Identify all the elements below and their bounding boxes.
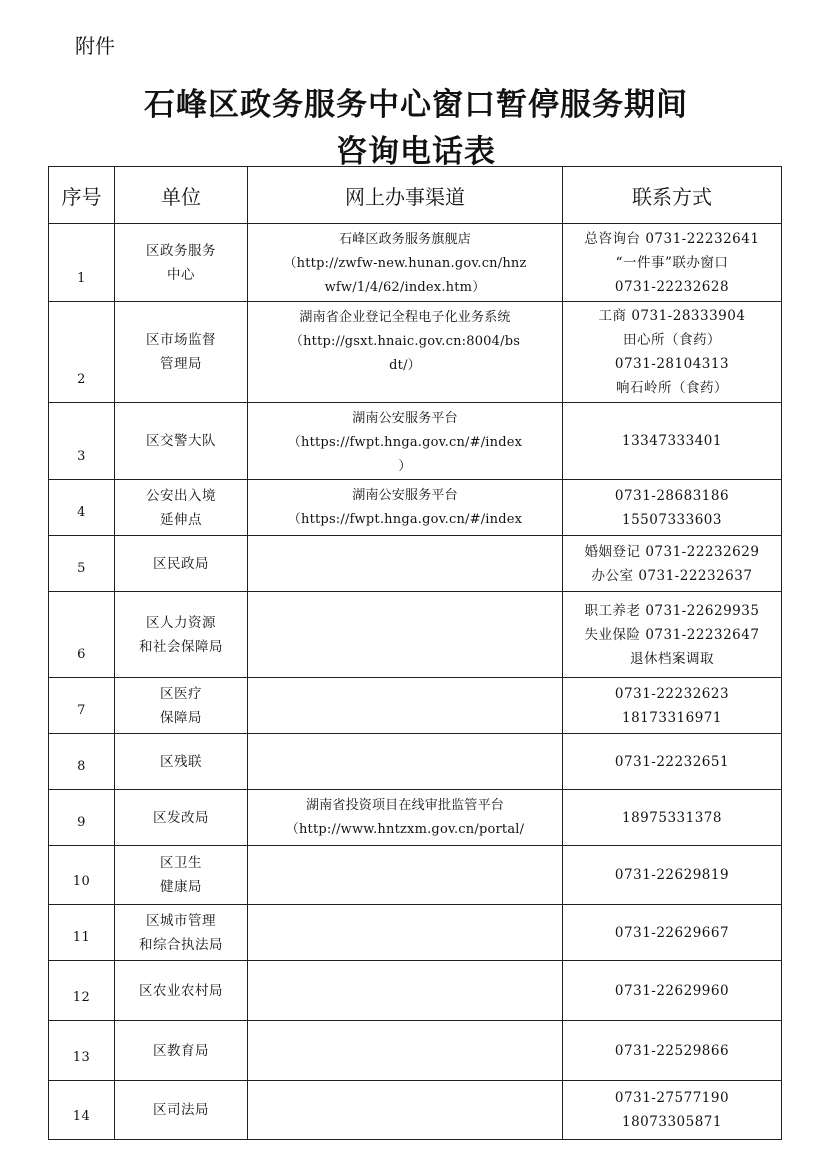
cell-unit-line: 区人力资源 bbox=[146, 614, 216, 631]
cell-contact bbox=[563, 905, 782, 961]
cell-contact-line: 18975331378 bbox=[622, 809, 722, 826]
cell-channel bbox=[248, 790, 563, 846]
cell-unit-line: 区民政局 bbox=[153, 555, 209, 572]
cell-contact bbox=[563, 536, 782, 592]
cell-unit-line: 保障局 bbox=[160, 709, 202, 726]
cell-unit bbox=[115, 734, 248, 790]
cell-channel bbox=[248, 480, 563, 536]
cell-channel bbox=[248, 1021, 563, 1081]
cell-contact bbox=[563, 302, 782, 403]
cell-contact bbox=[563, 790, 782, 846]
cell-contact-line: 退休档案调取 bbox=[630, 650, 714, 667]
table-row bbox=[49, 905, 782, 961]
cell-contact-line: 0731-22232623 bbox=[614, 685, 730, 702]
cell-contact-line: “一件事”联办窗口 bbox=[615, 254, 729, 271]
cell-unit-line: 区卫生 bbox=[160, 855, 202, 871]
cell-unit bbox=[115, 1021, 248, 1081]
cell-channel-line: （http://gsxt.hnaic.gov.cn:8004/bs bbox=[289, 334, 521, 349]
cell-contact-line: 18173316971 bbox=[622, 709, 722, 726]
cell-contact bbox=[563, 403, 782, 480]
cell-contact bbox=[563, 224, 782, 302]
cell-no: 3 bbox=[49, 403, 115, 480]
cell-channel bbox=[248, 734, 563, 790]
cell-contact bbox=[563, 480, 782, 536]
cell-unit-line: 区农业农村局 bbox=[139, 982, 223, 999]
cell-channel bbox=[248, 1081, 563, 1140]
cell-unit-line: 区发改局 bbox=[153, 809, 209, 826]
cell-unit-line: 延伸点 bbox=[160, 511, 202, 528]
cell-no: 4 bbox=[49, 480, 115, 536]
cell-unit-line: 区教育局 bbox=[153, 1042, 209, 1059]
cell-no: 8 bbox=[49, 734, 115, 790]
cell-contact bbox=[563, 734, 782, 790]
cell-channel bbox=[248, 961, 563, 1021]
cell-channel-line: ） bbox=[398, 459, 412, 474]
cell-no: 7 bbox=[49, 678, 115, 734]
cell-unit bbox=[115, 536, 248, 592]
cell-unit bbox=[115, 403, 248, 480]
cell-channel-line: 湖南公安服务平台 bbox=[352, 488, 458, 503]
cell-channel-line: 湖南公安服务平台 bbox=[352, 411, 458, 426]
cell-unit-line: 区残联 bbox=[160, 753, 202, 770]
cell-unit-line: 健康局 bbox=[160, 879, 202, 895]
attachment-label: 附件 bbox=[75, 34, 115, 58]
cell-contact-line: 15507333603 bbox=[622, 511, 722, 528]
cell-unit-line: 公安出入境 bbox=[146, 487, 216, 504]
cell-contact-line: 0731-22232628 bbox=[614, 278, 730, 295]
cell-unit-line: 区政务服务 bbox=[146, 242, 216, 259]
cell-contact-line: 0731-22629667 bbox=[614, 924, 730, 941]
cell-channel-line: （https://fwpt.hnga.gov.cn/#/index bbox=[287, 512, 523, 527]
cell-contact-line: 响石岭所（食药） bbox=[616, 380, 728, 396]
cell-no: 6 bbox=[49, 592, 115, 678]
cell-channel-line: dt/） bbox=[389, 358, 421, 373]
cell-contact-line: 18073305871 bbox=[622, 1114, 722, 1130]
cell-contact-line: 田心所（食药） bbox=[623, 332, 721, 348]
cell-contact-line: 职工养老 0731-22629935 bbox=[584, 602, 760, 619]
cell-no: 2 bbox=[49, 302, 115, 403]
cell-unit bbox=[115, 790, 248, 846]
table-row bbox=[49, 678, 782, 734]
cell-unit bbox=[115, 1081, 248, 1140]
cell-contact-line: 0731-22629960 bbox=[614, 982, 730, 999]
cell-contact-line: 0731-28683186 bbox=[614, 487, 730, 504]
cell-unit bbox=[115, 480, 248, 536]
contact-table bbox=[48, 166, 782, 1140]
cell-unit bbox=[115, 905, 248, 961]
cell-no: 14 bbox=[49, 1081, 115, 1140]
cell-no: 5 bbox=[49, 536, 115, 592]
cell-unit-line: 区医疗 bbox=[160, 685, 202, 702]
cell-no: 11 bbox=[49, 905, 115, 961]
cell-no: 9 bbox=[49, 790, 115, 846]
table-row bbox=[49, 302, 782, 403]
table-row bbox=[49, 734, 782, 790]
cell-contact-line: 0731-27577190 bbox=[614, 1090, 730, 1106]
cell-contact-line: 13347333401 bbox=[622, 433, 722, 449]
cell-unit bbox=[115, 592, 248, 678]
table-row bbox=[49, 536, 782, 592]
cell-channel-line: 湖南省企业登记全程电子化业务系统 bbox=[299, 310, 511, 325]
cell-contact bbox=[563, 961, 782, 1021]
table-row bbox=[49, 1081, 782, 1140]
cell-contact bbox=[563, 846, 782, 905]
cell-no: 13 bbox=[49, 1021, 115, 1081]
cell-channel bbox=[248, 678, 563, 734]
cell-channel-line: 湖南省投资项目在线审批监管平台 bbox=[305, 798, 504, 813]
table-row bbox=[49, 403, 782, 480]
header-contact: 联系方式 bbox=[563, 167, 782, 224]
table-row bbox=[49, 846, 782, 905]
cell-unit-line: 和综合执法局 bbox=[139, 936, 223, 953]
cell-channel-line: 石峰区政务服务旗舰店 bbox=[338, 232, 471, 247]
cell-contact-line: 失业保险 0731-22232647 bbox=[584, 626, 760, 643]
cell-unit-line: 区城市管理 bbox=[146, 912, 216, 929]
cell-contact bbox=[563, 592, 782, 678]
cell-channel bbox=[248, 592, 563, 678]
cell-unit bbox=[115, 678, 248, 734]
cell-channel bbox=[248, 224, 563, 302]
table-row bbox=[49, 790, 782, 846]
cell-unit-line: 管理局 bbox=[160, 356, 202, 372]
cell-unit bbox=[115, 961, 248, 1021]
cell-contact-line: 0731-28104313 bbox=[614, 356, 730, 372]
header-unit: 单位 bbox=[115, 167, 248, 224]
header-channel: 网上办事渠道 bbox=[248, 167, 563, 224]
cell-unit-line: 区司法局 bbox=[153, 1102, 209, 1118]
cell-channel-line: （https://fwpt.hnga.gov.cn/#/index bbox=[287, 435, 523, 450]
cell-contact-line: 工商 0731-28333904 bbox=[598, 308, 746, 324]
cell-contact bbox=[563, 1081, 782, 1140]
cell-no: 1 bbox=[49, 224, 115, 302]
cell-channel-line: （http://www.hntzxm.gov.cn/portal/ bbox=[285, 822, 525, 837]
cell-unit-line: 中心 bbox=[167, 266, 195, 283]
cell-contact-line: 办公室 0731-22232637 bbox=[591, 567, 753, 584]
cell-unit-line: 区市场监督 bbox=[146, 332, 216, 348]
cell-channel-line: （http://zwfw-new.hunan.gov.cn/hnz bbox=[283, 256, 527, 271]
header-no: 序号 bbox=[49, 167, 115, 224]
document-title: 石峰区政务服务中心窗口暂停服务期间 bbox=[144, 87, 688, 123]
table-header-row bbox=[49, 167, 782, 224]
cell-contact-line: 总咨询台 0731-22232641 bbox=[584, 230, 760, 247]
table-row bbox=[49, 224, 782, 302]
cell-channel-line: wfw/1/4/62/index.htm） bbox=[324, 280, 486, 295]
cell-channel bbox=[248, 846, 563, 905]
table-row bbox=[49, 1021, 782, 1081]
cell-contact bbox=[563, 1021, 782, 1081]
cell-contact-line: 0731-22232651 bbox=[614, 753, 730, 770]
cell-channel bbox=[248, 302, 563, 403]
cell-channel bbox=[248, 905, 563, 961]
cell-contact-line: 婚姻登记 0731-22232629 bbox=[584, 543, 760, 560]
cell-channel bbox=[248, 403, 563, 480]
table-row bbox=[49, 480, 782, 536]
cell-contact-line: 0731-22629819 bbox=[614, 867, 730, 883]
cell-unit bbox=[115, 846, 248, 905]
cell-contact bbox=[563, 678, 782, 734]
cell-unit bbox=[115, 224, 248, 302]
cell-unit-line: 区交警大队 bbox=[146, 433, 216, 449]
table-row bbox=[49, 592, 782, 678]
document-subtitle: 咨询电话表 bbox=[336, 134, 496, 170]
cell-channel bbox=[248, 536, 563, 592]
table-body bbox=[49, 224, 782, 1140]
cell-unit-line: 和社会保障局 bbox=[139, 638, 223, 655]
cell-unit bbox=[115, 302, 248, 403]
cell-no: 10 bbox=[49, 846, 115, 905]
cell-contact-line: 0731-22529866 bbox=[614, 1042, 730, 1059]
table-row bbox=[49, 961, 782, 1021]
cell-no: 12 bbox=[49, 961, 115, 1021]
